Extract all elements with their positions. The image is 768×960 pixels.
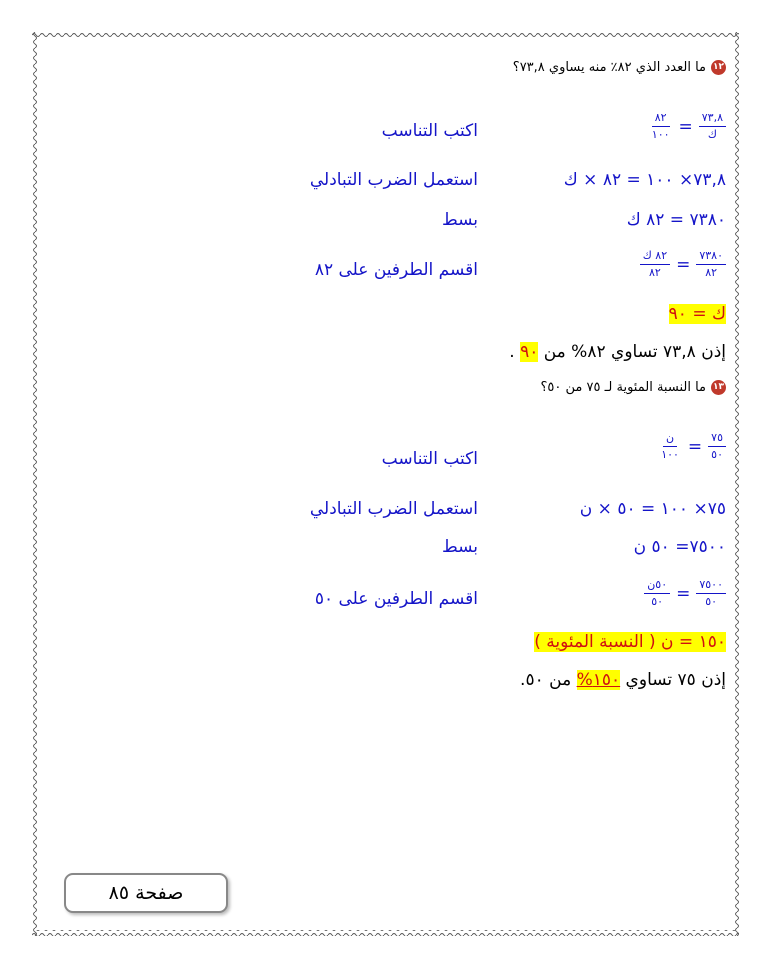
q12-divide: $\frac{٧٣٨٠}{٨٢}$ = $\frac{\text{٨٢ ك}}{٨٢}$ (640, 249, 726, 280)
q12-step3-label: بسط (441, 210, 478, 230)
q13-cross-multiply-equation: ٧٥× ١٠٠ = ٥٠ × ن (579, 499, 726, 519)
fraction: $\frac{٧٣,٨}{\text{ك}}$ (699, 111, 726, 142)
q13-step3-label: بسط (441, 537, 478, 557)
question-13-header (541, 380, 727, 395)
q12-simplify-equation: ٧٣٨٠ = ٨٢ ك (626, 210, 726, 230)
fraction: $\frac{٨٢}{١٠٠}$ (651, 111, 670, 141)
fraction: $\frac{٧٥٠٠}{٥٠}$ (696, 578, 726, 609)
q13-divide: $\frac{٧٥٠٠}{٥٠}$ = $\frac{\text{٥٠ن}}{٥٠}$ (644, 578, 726, 609)
question-number-badge: ١٢ (711, 60, 726, 75)
q13-simplify-equation: ٧٥٠٠= ٥٠ ن (633, 537, 726, 557)
q12-step1-label: اكتب التناسب (381, 121, 478, 141)
page-number-badge: صفحة ٨٥ (64, 873, 228, 913)
fraction: $\frac{\text{ن}}{١٠٠}$ (661, 431, 679, 461)
fraction: $\frac{٧٣٨٠}{٨٢}$ (696, 249, 726, 280)
fraction: $\frac{٧٥}{٥٠}$ (708, 431, 726, 462)
q13-answer-value: ١٥٠% (576, 670, 621, 690)
q12-proportion: $\frac{٧٣,٨}{\text{ك}}$ = $\frac{٨٢}{١٠٠}$ (649, 111, 726, 142)
q13-step1-label: اكتب التناسب (381, 449, 478, 469)
q13-conclusion: إذن ٧٥ تساوي ١٥٠% من ٥٠. (520, 670, 726, 690)
q12-conclusion: إذن ٧٣,٨ تساوي ٨٢% من ٩٠ . (509, 342, 726, 362)
fraction: $\frac{\text{٨٢ ك}}{٨٢}$ (640, 249, 670, 280)
question-13-text: ما النسبة المئوية لـ ٧٥ من ٥٠؟ (540, 380, 706, 395)
q12-step4-label: اقسم الطرفين على ٨٢ (314, 260, 478, 280)
q13-step2-label: استعمل الضرب التبادلي (309, 499, 478, 519)
q13-result: ١٥٠ = ن ( النسبة المئوية ) (534, 632, 726, 652)
fraction: $\frac{\text{٥٠ن}}{٥٠}$ (644, 578, 670, 609)
q13-proportion: $\frac{٧٥}{٥٠}$ = $\frac{\text{ن}}{١٠٠}$ (658, 431, 726, 462)
q12-step2-label: استعمل الضرب التبادلي (309, 170, 478, 190)
q12-answer-value: ٩٠ (520, 342, 539, 362)
q13-step4-label: اقسم الطرفين على ٥٠ (314, 589, 478, 609)
q12-result: ك = ٩٠ (668, 304, 726, 324)
question-12-text: ما العدد الذي ٨٢٪ منه يساوي ٧٣,٨؟ (512, 60, 706, 75)
question-number-badge: ١٣ (711, 380, 726, 395)
question-12-header (513, 60, 726, 75)
q12-cross-multiply-equation: ٧٣,٨× ١٠٠ = ٨٢ × ك (563, 170, 726, 190)
page-border (32, 32, 739, 936)
